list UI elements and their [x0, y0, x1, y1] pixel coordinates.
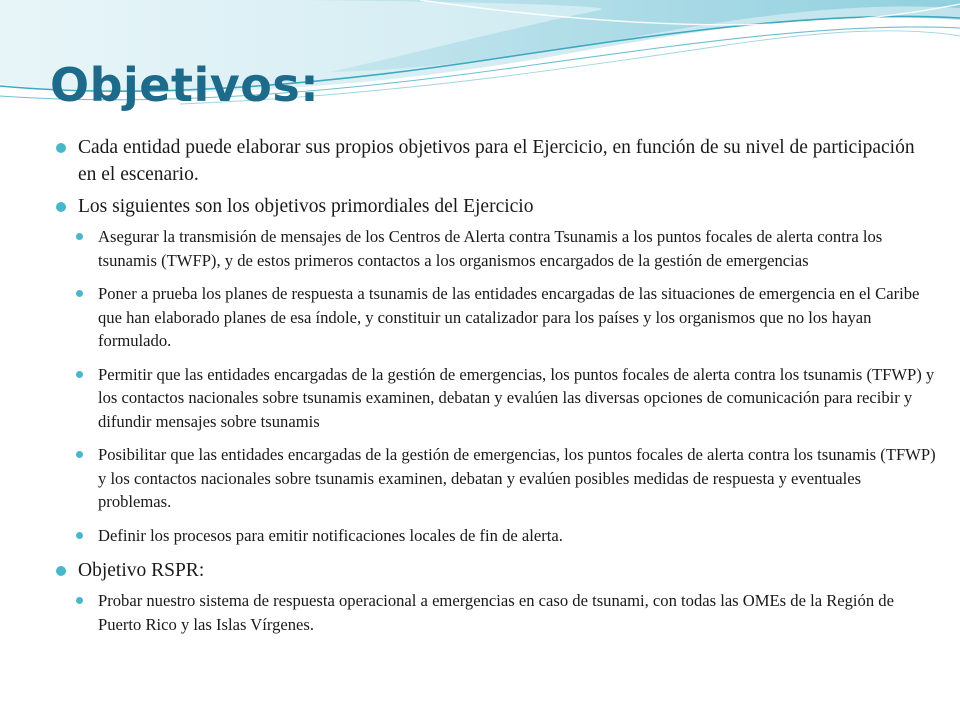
sub-bullet-list	[56, 589, 936, 636]
bullet-icon	[56, 566, 66, 576]
sub-bullet-icon	[76, 532, 83, 539]
bullet-list	[56, 134, 936, 220]
bullet-item	[56, 134, 936, 188]
sub-bullet-icon	[76, 290, 83, 297]
sub-bullet-icon	[76, 233, 83, 240]
sub-bullet-item	[58, 443, 938, 514]
bullet-text: Objetivo RSPR:	[78, 560, 205, 581]
sub-bullet-text: Permitir que las entidades encargadas de la gestión de emergencias, los puntos focales de alerta contra los tsunamis (TFWP) y los contactos nacionales sobre tsunamis examinen, debatan y evalúen las diversas opciones de comunicación para recibir y difundir mensajes sobre tsunamis	[98, 364, 935, 431]
sub-bullet-item	[58, 225, 938, 272]
slide-title: Objetivos:	[50, 58, 320, 112]
bullet-item	[56, 557, 936, 584]
sub-bullet-item	[58, 282, 938, 353]
bullet-icon	[56, 202, 66, 212]
sub-bullet-icon	[76, 597, 83, 604]
bullet-text: Los siguientes son los objetivos primordiales del Ejercicio	[78, 196, 534, 217]
sub-bullet-icon	[76, 371, 83, 378]
bullet-text: Cada entidad puede elaborar sus propios objetivos para el Ejercicio, en función de su nivel de participación en el escenario.	[78, 137, 915, 185]
sub-bullet-item	[58, 524, 938, 548]
sub-bullet-list	[56, 225, 936, 547]
bullet-item	[56, 193, 936, 220]
sub-bullet-text: Asegurar la transmisión de mensajes de los Centros de Alerta contra Tsunamis a los puntos focales de alerta contra los tsunamis (TWFP), y de estos primeros contactos a los organismos encargados de la gestión de emergencias	[98, 227, 883, 270]
sub-bullet-text: Definir los procesos para emitir notificaciones locales de fin de alerta.	[98, 525, 563, 545]
sub-bullet-text: Poner a prueba los planes de respuesta a tsunamis de las entidades encargadas de las situaciones de emergencia en el Caribe que han elaborado planes de esa índole, y constituir un catalizador para los países y los organismos que no los hayan formulado.	[98, 284, 920, 350]
bullet-list	[56, 557, 936, 584]
sub-bullet-text: Posibilitar que las entidades encargadas de la gestión de emergencias, los puntos focales de alerta contra los tsunamis (TFWP) y los contactos nacionales sobre tsunamis examinen, debatan y evalúen posibles medidas de respuesta y eventuales problemas.	[98, 445, 936, 511]
sub-bullet-text: Probar nuestro sistema de respuesta operacional a emergencias en caso de tsunami, con todas las OMEs de la Región de Puerto Rico y las Islas Vírgenes.	[98, 591, 894, 634]
sub-bullet-item	[58, 589, 938, 636]
content-area	[56, 134, 936, 646]
sub-bullet-item	[58, 363, 938, 434]
sub-bullet-icon	[76, 451, 83, 458]
bullet-icon	[56, 143, 66, 153]
